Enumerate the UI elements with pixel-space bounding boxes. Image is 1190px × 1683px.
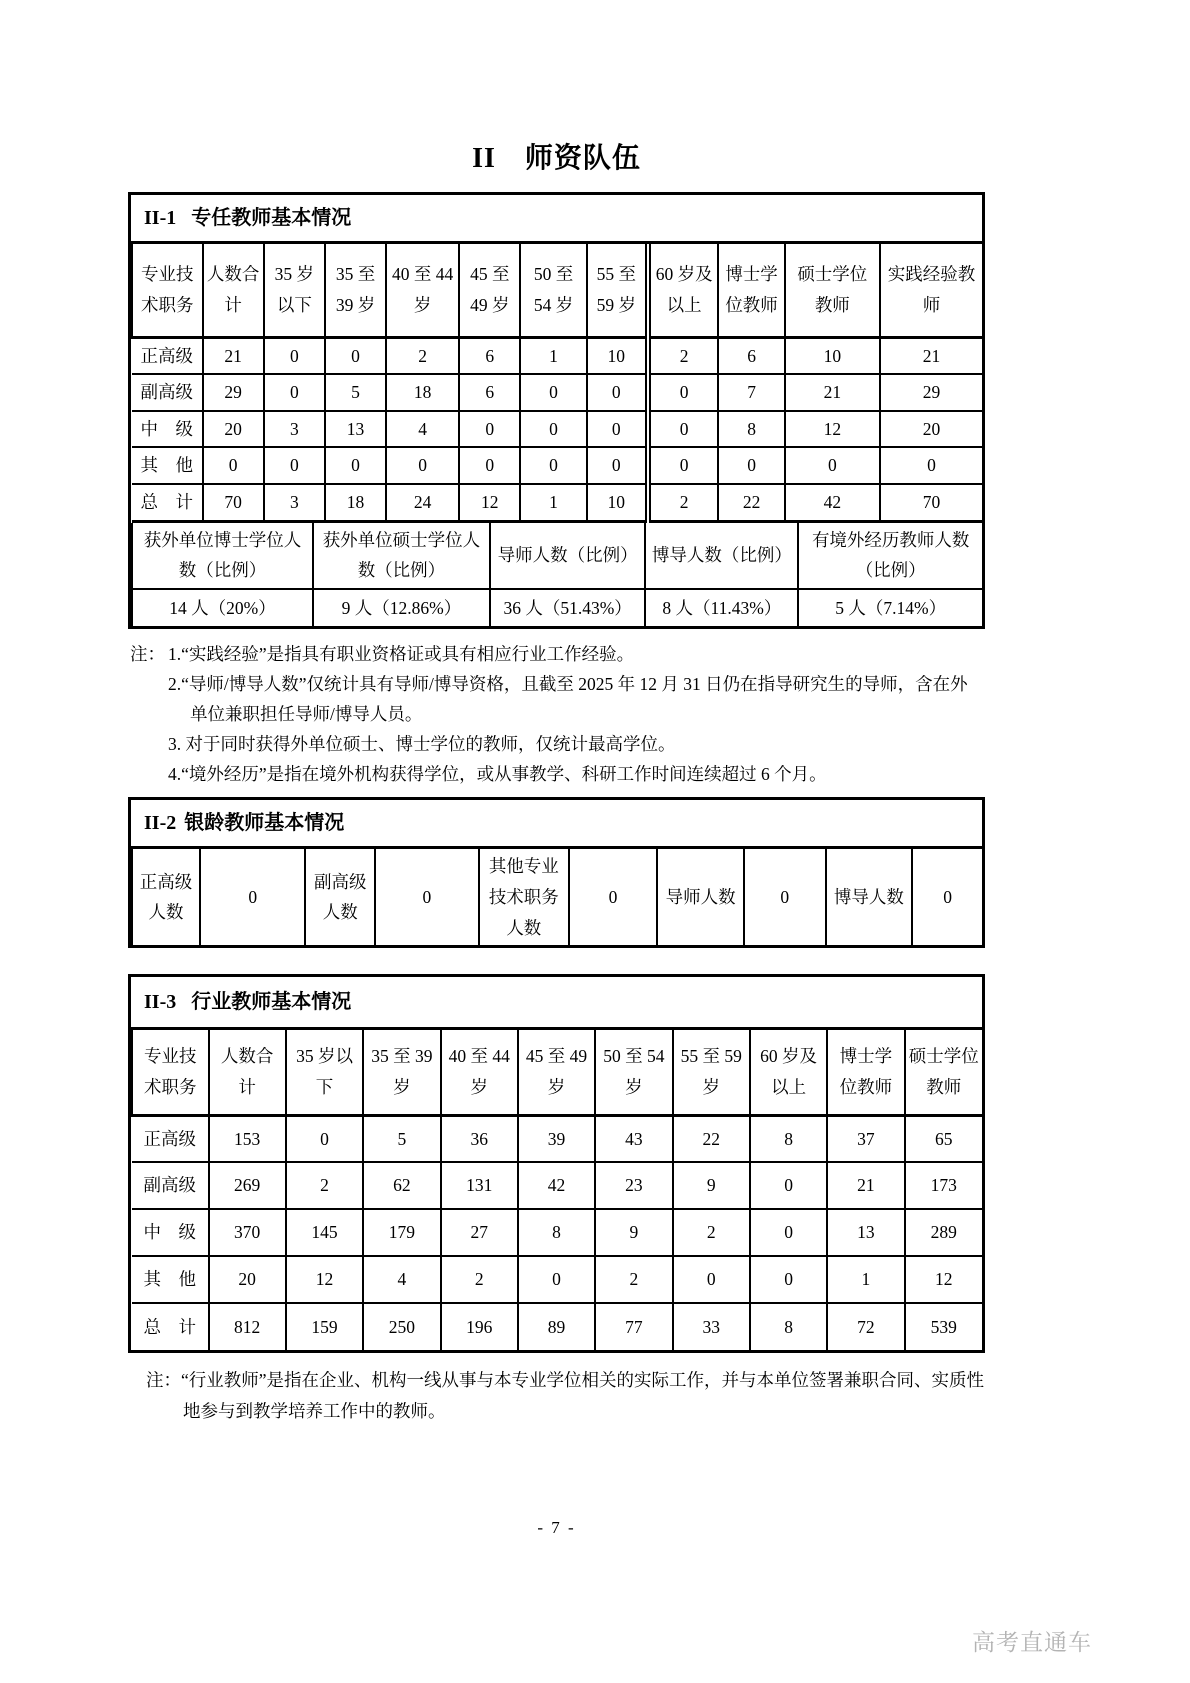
column-header: 50 至 54 岁 xyxy=(595,1030,672,1115)
cell-value: 159 xyxy=(286,1303,363,1350)
row-label: 正高级 xyxy=(132,1115,209,1162)
row-label: 其 他 xyxy=(132,1256,209,1303)
cell-value: 0 xyxy=(325,447,386,484)
cell-value: 370 xyxy=(209,1209,286,1256)
stat-value: 0 xyxy=(569,849,657,945)
cell-value: 0 xyxy=(520,411,586,448)
cell-value: 0 xyxy=(587,411,648,448)
table-II-3-title: 行业教师基本情况 xyxy=(191,991,352,1014)
table-II-2-id: II-2 xyxy=(144,812,177,835)
fulltime-faculty-table xyxy=(131,244,982,523)
page-content xyxy=(128,0,985,1538)
column-header: 55 至 59 岁 xyxy=(673,1030,750,1115)
cell-value: 0 xyxy=(785,447,880,484)
column-header: 博士学位教师 xyxy=(718,244,784,337)
column-header: 博士学位教师 xyxy=(827,1030,904,1115)
row-label: 中 级 xyxy=(132,411,203,448)
row-label: 正高级 xyxy=(132,337,203,374)
cell-value: 12 xyxy=(459,484,520,521)
cell-value: 20 xyxy=(880,411,982,448)
row-label: 总 计 xyxy=(132,484,203,521)
cell-value: 20 xyxy=(209,1256,286,1303)
cell-value: 5 xyxy=(325,374,386,411)
cell-value: 179 xyxy=(363,1209,440,1256)
cell-value: 77 xyxy=(595,1303,672,1350)
note-item: 4.“境外经历”是指在境外机构获得学位，或从事教学、科研工作时间连续超过 6 个月。 xyxy=(168,764,827,785)
cell-value: 42 xyxy=(785,484,880,521)
table-II-1-notes xyxy=(128,639,985,789)
cell-value: 196 xyxy=(441,1303,518,1350)
table-row xyxy=(132,1303,982,1350)
notes-list xyxy=(168,639,985,789)
note-item: 1.“实践经验”是指具有职业资格证或具有相应行业工作经验。 xyxy=(168,643,635,664)
cell-value: 0 xyxy=(673,1256,750,1303)
cell-value: 0 xyxy=(648,374,719,411)
table-row xyxy=(132,1115,982,1162)
stat-label: 其他专业技术职务人数 xyxy=(479,849,569,945)
header-row xyxy=(132,244,982,337)
cell-value: 0 xyxy=(459,447,520,484)
cell-value: 0 xyxy=(325,337,386,374)
column-header: 60 岁及以上 xyxy=(648,244,719,337)
cell-value: 12 xyxy=(905,1256,982,1303)
cell-value: 21 xyxy=(203,337,264,374)
cell-value: 4 xyxy=(386,411,459,448)
cell-value: 0 xyxy=(264,374,325,411)
summary-value: 8 人（11.43%） xyxy=(645,589,798,626)
cell-value: 8 xyxy=(518,1209,595,1256)
cell-value: 10 xyxy=(785,337,880,374)
cell-value: 2 xyxy=(673,1209,750,1256)
cell-value: 62 xyxy=(363,1162,440,1209)
page-title: II 师资队伍 xyxy=(472,143,641,174)
cell-value: 24 xyxy=(386,484,459,521)
column-header: 35 至 39 岁 xyxy=(363,1030,440,1115)
cell-value: 2 xyxy=(386,337,459,374)
cell-value: 65 xyxy=(905,1115,982,1162)
cell-value: 21 xyxy=(827,1162,904,1209)
table-II-1-box xyxy=(128,192,985,629)
column-header: 人数合计 xyxy=(203,244,264,337)
cell-value: 0 xyxy=(520,374,586,411)
summary-value: 36 人（51.43%） xyxy=(490,589,646,626)
cell-value: 12 xyxy=(286,1256,363,1303)
column-header: 专业技术职务 xyxy=(132,1030,209,1115)
cell-value: 22 xyxy=(673,1115,750,1162)
cell-value: 37 xyxy=(827,1115,904,1162)
summary-value: 5 人（7.14%） xyxy=(798,589,982,626)
cell-value: 9 xyxy=(673,1162,750,1209)
cell-value: 36 xyxy=(441,1115,518,1162)
table-II-3-id: II-3 xyxy=(144,991,177,1014)
column-header: 45 至 49 岁 xyxy=(459,244,520,337)
stat-label: 正高级人数 xyxy=(132,849,200,945)
cell-value: 9 xyxy=(595,1209,672,1256)
column-header: 专业技术职务 xyxy=(132,244,203,337)
cell-value: 13 xyxy=(325,411,386,448)
watermark: 高考直通车 xyxy=(972,1630,1092,1655)
cell-value: 812 xyxy=(209,1303,286,1350)
cell-value: 0 xyxy=(587,374,648,411)
cell-value: 0 xyxy=(750,1256,827,1303)
column-header: 55 至 59 岁 xyxy=(587,244,648,337)
cell-value: 269 xyxy=(209,1162,286,1209)
cell-value: 250 xyxy=(363,1303,440,1350)
page-number: - 7 - xyxy=(537,1518,576,1538)
cell-value: 8 xyxy=(750,1303,827,1350)
stat-label: 导师人数 xyxy=(657,849,744,945)
table-row xyxy=(132,337,982,374)
table-II-2-title: 银龄教师基本情况 xyxy=(184,812,345,835)
cell-value: 0 xyxy=(587,447,648,484)
cell-value: 0 xyxy=(520,447,586,484)
cell-value: 70 xyxy=(203,484,264,521)
cell-value: 70 xyxy=(880,484,982,521)
cell-value: 145 xyxy=(286,1209,363,1256)
summary-header: 导师人数（比例） xyxy=(490,523,646,589)
cell-value: 42 xyxy=(518,1162,595,1209)
column-header: 35 至 39 岁 xyxy=(325,244,386,337)
row-label: 其 他 xyxy=(132,447,203,484)
table-row xyxy=(132,374,982,411)
cell-value: 0 xyxy=(648,411,719,448)
cell-value: 1 xyxy=(827,1256,904,1303)
cell-value: 39 xyxy=(518,1115,595,1162)
silver-age-faculty-table xyxy=(131,849,982,945)
note-item: 3. 对于同时获得外单位硕士、博士学位的教师，仅统计最高学位。 xyxy=(168,734,676,755)
cell-value: 1 xyxy=(520,484,586,521)
cell-value: 3 xyxy=(264,411,325,448)
cell-value: 289 xyxy=(905,1209,982,1256)
cell-value: 0 xyxy=(386,447,459,484)
cell-value: 0 xyxy=(459,411,520,448)
cell-value: 6 xyxy=(459,337,520,374)
note-item: 2.“导师/博导人数”仅统计具有导师/博导资格，且截至 2025 年 12 月 31 日仍在指导研究生的导师，含在外单位兼职担任导师/博导人员。 xyxy=(168,673,968,725)
cell-value: 2 xyxy=(441,1256,518,1303)
cell-value: 10 xyxy=(587,484,648,521)
table-II-1-title: 专任教师基本情况 xyxy=(191,207,352,229)
summary-header: 获外单位硕士学位人数（比例） xyxy=(313,523,490,589)
table-II-3-caption xyxy=(131,977,982,1030)
table-row xyxy=(132,411,982,448)
table-II-2-caption xyxy=(131,800,982,849)
summary-value: 9 人（12.86%） xyxy=(313,589,490,626)
cell-value: 173 xyxy=(905,1162,982,1209)
column-header: 硕士学位教师 xyxy=(785,244,880,337)
cell-value: 131 xyxy=(441,1162,518,1209)
industry-faculty-table xyxy=(131,1030,982,1350)
degree-summary-table xyxy=(131,523,982,626)
cell-value: 29 xyxy=(880,374,982,411)
stat-label: 副高级人数 xyxy=(305,849,375,945)
cell-value: 0 xyxy=(880,447,982,484)
table-II-3-box xyxy=(128,974,985,1353)
row-label: 副高级 xyxy=(132,374,203,411)
table-row xyxy=(132,484,982,521)
cell-value: 6 xyxy=(459,374,520,411)
cell-value: 89 xyxy=(518,1303,595,1350)
cell-value: 3 xyxy=(264,484,325,521)
summary-value-row xyxy=(132,589,982,626)
silver-age-row xyxy=(132,849,982,945)
column-header: 人数合计 xyxy=(209,1030,286,1115)
cell-value: 5 xyxy=(363,1115,440,1162)
row-label: 中 级 xyxy=(132,1209,209,1256)
table-row xyxy=(132,447,982,484)
summary-header: 获外单位博士学位人数（比例） xyxy=(132,523,313,589)
cell-value: 7 xyxy=(718,374,784,411)
column-header: 45 至 49 岁 xyxy=(518,1030,595,1115)
cell-value: 0 xyxy=(203,447,264,484)
notes-prefix: 注： xyxy=(130,643,165,664)
column-header: 40 至 44 岁 xyxy=(386,244,459,337)
cell-value: 2 xyxy=(648,337,719,374)
stat-value: 0 xyxy=(912,849,982,945)
cell-value: 18 xyxy=(325,484,386,521)
cell-value: 0 xyxy=(286,1115,363,1162)
cell-value: 27 xyxy=(441,1209,518,1256)
fulltime-faculty-body xyxy=(132,337,982,521)
cell-value: 13 xyxy=(827,1209,904,1256)
cell-value: 8 xyxy=(718,411,784,448)
summary-header: 博导人数（比例） xyxy=(645,523,798,589)
cell-value: 23 xyxy=(595,1162,672,1209)
stat-label: 博导人数 xyxy=(826,849,913,945)
cell-value: 4 xyxy=(363,1256,440,1303)
column-header: 60 岁及以上 xyxy=(750,1030,827,1115)
industry-faculty-body xyxy=(132,1115,982,1350)
summary-header-row xyxy=(132,523,982,589)
table-row xyxy=(132,1256,982,1303)
cell-value: 33 xyxy=(673,1303,750,1350)
cell-value: 0 xyxy=(264,447,325,484)
column-header: 40 至 44 岁 xyxy=(441,1030,518,1115)
column-header: 50 至 54 岁 xyxy=(520,244,586,337)
cell-value: 153 xyxy=(209,1115,286,1162)
cell-value: 2 xyxy=(286,1162,363,1209)
cell-value: 1 xyxy=(520,337,586,374)
cell-value: 0 xyxy=(750,1162,827,1209)
table-II-1-id: II-1 xyxy=(144,207,177,229)
summary-header: 有境外经历教师人数（比例） xyxy=(798,523,982,589)
cell-value: 539 xyxy=(905,1303,982,1350)
table-row xyxy=(132,1209,982,1256)
cell-value: 0 xyxy=(518,1256,595,1303)
header-row xyxy=(132,1030,982,1115)
stat-value: 0 xyxy=(200,849,305,945)
cell-value: 2 xyxy=(595,1256,672,1303)
column-header: 35 岁以下 xyxy=(286,1030,363,1115)
stat-value: 0 xyxy=(375,849,479,945)
cell-value: 2 xyxy=(648,484,719,521)
summary-value: 14 人（20%） xyxy=(132,589,313,626)
cell-value: 0 xyxy=(264,337,325,374)
cell-value: 43 xyxy=(595,1115,672,1162)
column-header: 硕士学位教师 xyxy=(905,1030,982,1115)
cell-value: 20 xyxy=(203,411,264,448)
cell-value: 0 xyxy=(648,447,719,484)
column-header: 35 岁以下 xyxy=(264,244,325,337)
stat-value: 0 xyxy=(744,849,826,945)
cell-value: 21 xyxy=(785,374,880,411)
cell-value: 8 xyxy=(750,1115,827,1162)
cell-value: 18 xyxy=(386,374,459,411)
table-II-2-box xyxy=(128,797,985,948)
cell-value: 29 xyxy=(203,374,264,411)
table-II-3-note: 注：“行业教师”是指在企业、机构一线从事与本专业学位相关的实际工作，并与本单位签署兼职合同、实质性地参与到教学培养工作中的教师。 xyxy=(146,1370,985,1421)
cell-value: 0 xyxy=(718,447,784,484)
cell-value: 72 xyxy=(827,1303,904,1350)
row-label: 总 计 xyxy=(132,1303,209,1350)
cell-value: 10 xyxy=(587,337,648,374)
table-row xyxy=(132,1162,982,1209)
table-II-1-caption xyxy=(131,195,982,244)
cell-value: 12 xyxy=(785,411,880,448)
row-label: 副高级 xyxy=(132,1162,209,1209)
cell-value: 21 xyxy=(880,337,982,374)
column-header: 实践经验教师 xyxy=(880,244,982,337)
cell-value: 0 xyxy=(750,1209,827,1256)
cell-value: 22 xyxy=(718,484,784,521)
cell-value: 6 xyxy=(718,337,784,374)
